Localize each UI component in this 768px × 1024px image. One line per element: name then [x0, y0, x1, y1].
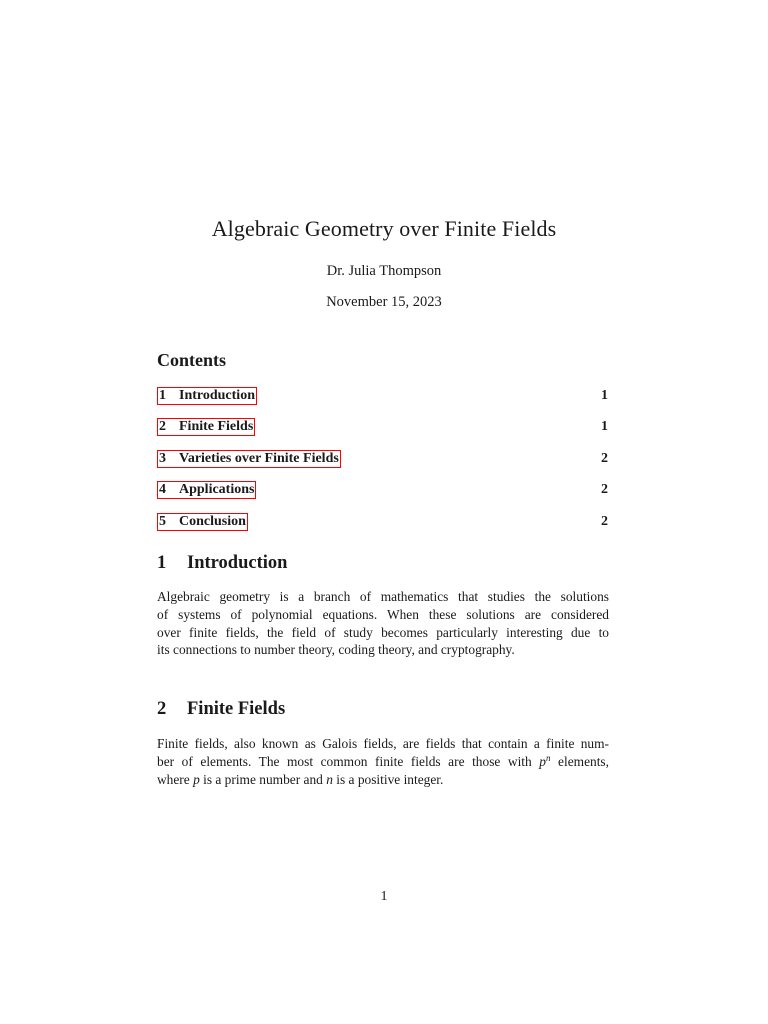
section-number: 1 — [157, 553, 167, 573]
document-title: Algebraic Geometry over Finite Fields — [211, 216, 557, 241]
toc-entry-label: Varieties over Finite Fields — [179, 451, 339, 466]
toc-entry-page: 2 — [601, 514, 608, 529]
toc-entry-applications — [157, 481, 609, 501]
section-heading-introduction — [157, 553, 287, 574]
toc-entry-number: 5 — [159, 514, 166, 529]
toc-link-applications[interactable] — [157, 481, 256, 499]
finite-fields-paragraph — [157, 735, 609, 788]
paragraph-line: over finite fields, the field of study becomes particularly interesting due to — [157, 624, 609, 640]
toc-entry-varieties — [157, 450, 609, 470]
toc-entry-label: Conclusion — [179, 514, 246, 529]
text-fragment: elements, — [550, 753, 609, 769]
paragraph-line: Finite fields, also known as Galois fields, are fields that contain a finite num- — [157, 736, 609, 751]
toc-entry-page: 2 — [601, 482, 608, 497]
paragraph-line — [157, 771, 609, 789]
toc-heading: Contents — [157, 350, 227, 370]
paragraph-line: its connections to number theory, coding theory, and cryptography. — [157, 642, 515, 658]
page-number: 1 — [380, 889, 388, 904]
math-variable: p — [193, 771, 200, 787]
toc-entry-number: 4 — [159, 482, 166, 497]
introduction-paragraph — [157, 588, 609, 659]
section-heading-finite-fields — [157, 699, 285, 720]
document-date: November 15, 2023 — [326, 294, 442, 310]
toc-link-varieties[interactable] — [157, 450, 341, 468]
toc-link-conclusion[interactable] — [157, 513, 248, 531]
document-author: Dr. Julia Thompson — [326, 263, 442, 279]
toc-entry-conclusion — [157, 513, 609, 533]
toc-entry-page: 1 — [601, 419, 608, 434]
math-variable: p — [539, 753, 546, 769]
text-fragment: is a prime number and — [199, 771, 327, 787]
toc-link-finite-fields[interactable] — [157, 418, 255, 436]
paragraph-line — [157, 753, 609, 771]
section-title: Introduction — [187, 553, 288, 573]
paragraph-line: Algebraic geometry is a branch of mathematics that studies the solutions — [157, 589, 609, 604]
text-fragment: where — [157, 771, 194, 787]
toc-entry-finite-fields — [157, 418, 609, 438]
toc-entry-label: Applications — [179, 482, 255, 497]
toc-entry-number: 3 — [159, 451, 166, 466]
toc-entry-page: 2 — [601, 451, 608, 466]
paragraph-line: of systems of polynomial equations. When these solutions are considered — [157, 606, 609, 622]
text-fragment: is a positive integer. — [332, 771, 444, 787]
toc-entry-number: 2 — [159, 419, 166, 434]
toc-entry-label: Finite Fields — [179, 419, 254, 434]
section-title: Finite Fields — [187, 699, 286, 719]
math-exponent: n — [545, 752, 551, 763]
math-variable: n — [326, 771, 333, 787]
toc-entry-label: Introduction — [179, 388, 255, 403]
toc-entry-number: 1 — [159, 388, 166, 403]
section-number: 2 — [157, 699, 167, 719]
text-fragment: ber of elements. The most common finite fields are those with — [157, 753, 540, 769]
toc-entry-page: 1 — [601, 388, 608, 403]
toc-link-introduction[interactable] — [157, 387, 257, 405]
toc-entry-introduction — [157, 387, 609, 407]
